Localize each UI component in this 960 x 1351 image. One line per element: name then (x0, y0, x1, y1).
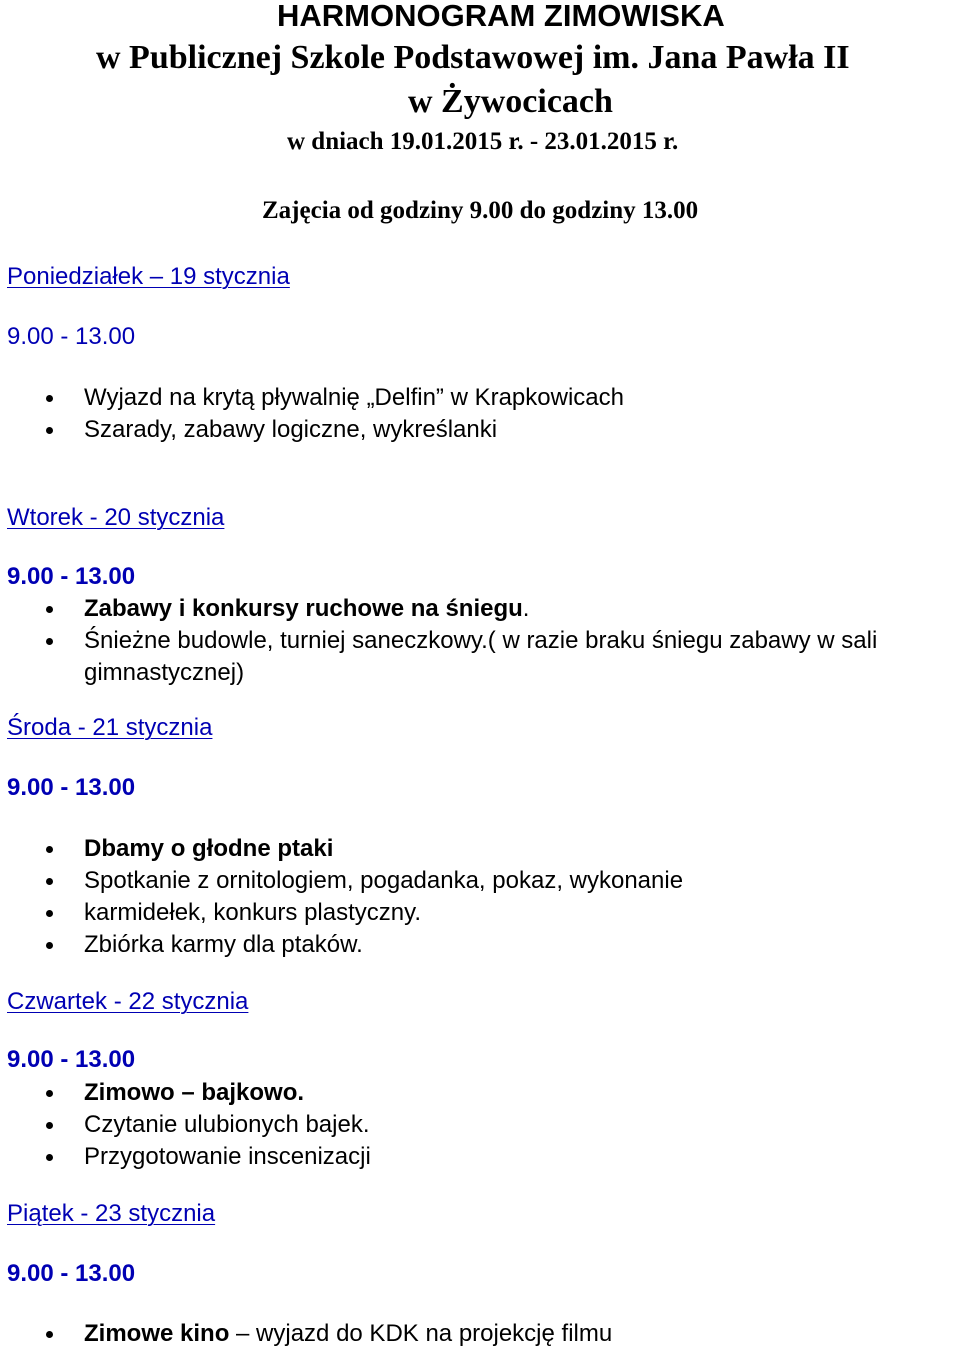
activity-list-friday (0, 1318, 960, 1350)
list-item: Spotkanie z ornitologiem, pogadanka, pokaz, wykonanie (0, 865, 960, 897)
list-item: karmidełek, konkurs plastyczny. (0, 897, 960, 929)
day-heading-wednesday: Środa - 21 stycznia (7, 714, 213, 741)
list-item: Czytanie ulubionych bajek. (0, 1109, 960, 1141)
date-range: w dniach 19.01.2015 r. - 23.01.2015 r. (287, 128, 679, 155)
list-item: Szarady, zabawy logiczne, wykreślanki (0, 414, 960, 446)
school-location: w Żywocicach (408, 83, 613, 120)
day-heading-friday: Piątek - 23 stycznia (7, 1200, 216, 1227)
activity-list-wednesday (0, 833, 960, 961)
list-item: Przygotowanie inscenizacji (0, 1141, 960, 1173)
activity-list-monday (0, 382, 960, 446)
list-item: Zimowo – bajkowo. (0, 1077, 960, 1109)
list-item: Zbiórka karmy dla ptaków. (0, 929, 960, 961)
school-name: w Publicznej Szkole Podstawowej im. Jana Pawła II (96, 39, 850, 76)
day-time-thursday: 9.00 - 13.00 (7, 1046, 136, 1073)
document-title: HARMONOGRAM ZIMOWISKA (277, 0, 725, 33)
day-time-friday: 9.00 - 13.00 (7, 1260, 136, 1287)
day-heading-monday: Poniedziałek – 19 stycznia (7, 263, 290, 290)
list-item: Zabawy i konkursy ruchowe na śniegu. (0, 593, 960, 625)
day-heading-tuesday: Wtorek - 20 stycznia (7, 504, 225, 531)
hours-line: Zajęcia od godziny 9.00 do godziny 13.00 (262, 197, 699, 224)
day-time-wednesday: 9.00 - 13.00 (7, 774, 136, 801)
list-item: Śnieżne budowle, turniej saneczkowy.( w razie braku śniegu zabawy w sali gimnastycznej) (0, 625, 960, 689)
list-item: Dbamy o głodne ptaki (0, 833, 960, 865)
day-heading-thursday: Czwartek - 22 stycznia (7, 988, 249, 1015)
list-item: Wyjazd na krytą pływalnię „Delfin” w Krapkowicach (0, 382, 960, 414)
day-time-monday: 9.00 - 13.00 (7, 323, 136, 350)
list-item: Zimowe kino – wyjazd do KDK na projekcję filmu (0, 1318, 960, 1350)
activity-list-tuesday (0, 593, 960, 689)
activity-list-thursday (0, 1077, 960, 1173)
day-time-tuesday: 9.00 - 13.00 (7, 563, 136, 590)
